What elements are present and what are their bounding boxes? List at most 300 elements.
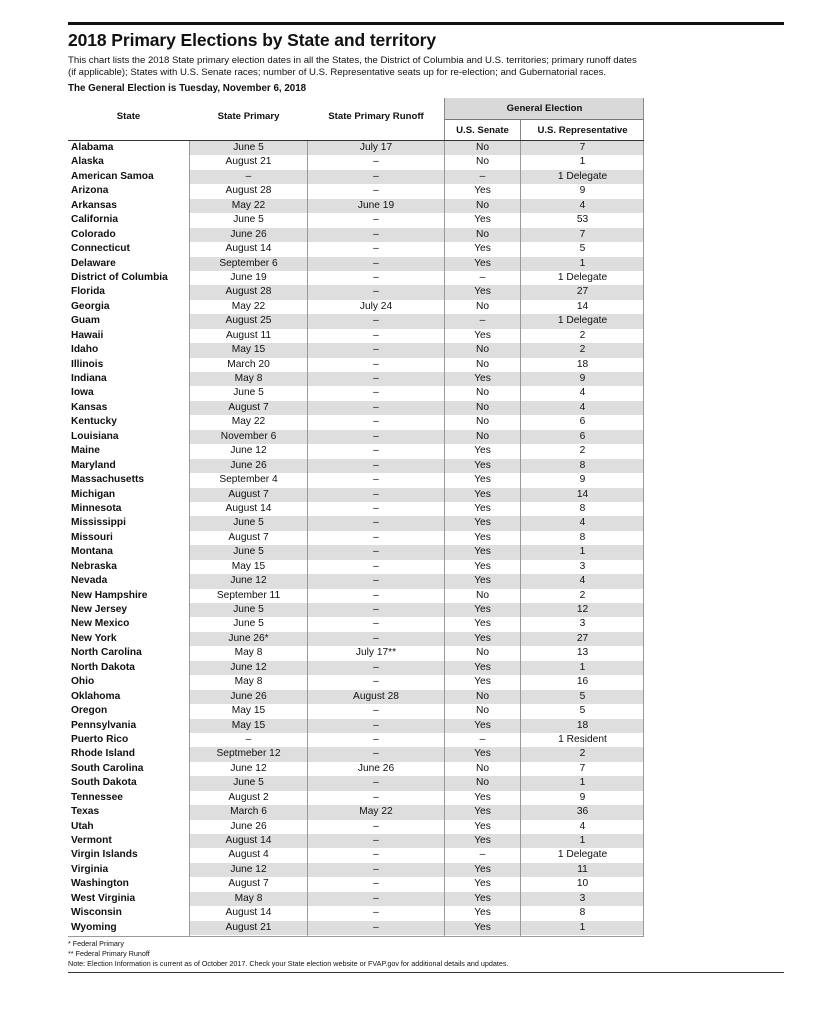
senate-cell: Yes	[445, 545, 520, 559]
table-row	[68, 516, 644, 530]
footnote: * Federal Primary	[68, 939, 124, 948]
representative-cell: 4	[579, 820, 586, 832]
table-row	[68, 386, 644, 400]
state-primary-cell: May 8	[190, 372, 307, 386]
runoff-cell: –	[373, 589, 379, 601]
representative-cell: 2	[521, 343, 644, 357]
representative-cell: 2	[521, 747, 644, 761]
representative-cell: 10	[576, 878, 589, 890]
state-cell: Wisconsin	[71, 907, 122, 919]
table-row	[68, 863, 644, 877]
table-row	[68, 271, 644, 285]
representative-cell: 1 Delegate	[557, 849, 608, 861]
state-cell: Oklahoma	[71, 690, 121, 702]
state-cell: Ohio	[71, 676, 95, 688]
state-cell: Oregon	[71, 705, 108, 717]
state-cell: Alabama	[71, 142, 114, 153]
senate-cell: No	[475, 762, 490, 774]
state-cell: Minnesota	[71, 502, 122, 514]
table-row	[68, 704, 644, 718]
senate-cell: No	[445, 430, 520, 444]
top-rule	[68, 22, 784, 25]
runoff-cell: –	[373, 849, 379, 861]
runoff-cell: –	[373, 271, 379, 283]
table-row	[68, 820, 644, 834]
state-primary-cell: June 5	[190, 516, 307, 530]
senate-cell: No	[475, 705, 490, 717]
representative-cell: 14	[521, 488, 644, 502]
senate-cell: Yes	[445, 285, 520, 299]
state-primary-cell: June 12	[230, 762, 267, 774]
table-row	[68, 170, 644, 184]
table-row	[68, 675, 644, 689]
senate-cell: Yes	[474, 445, 491, 457]
state-cell: Nevada	[71, 575, 108, 587]
state-primary-cell: May 15	[190, 343, 307, 357]
senate-cell: No	[475, 589, 490, 601]
senate-cell: No	[475, 387, 490, 399]
table-row	[68, 877, 644, 891]
senate-cell: Yes	[474, 878, 491, 890]
table-row	[68, 343, 644, 357]
runoff-cell: –	[308, 372, 444, 386]
state-primary-cell: June 26*	[190, 632, 307, 646]
representative-cell: 2	[579, 445, 586, 457]
runoff-cell: –	[373, 185, 379, 197]
state-primary-cell: November 6	[190, 430, 307, 444]
state-primary-cell: –	[190, 170, 307, 184]
table-row	[68, 314, 644, 328]
table-row	[68, 560, 644, 574]
state-cell: New Mexico	[71, 618, 130, 630]
state-primary-cell: September 11	[216, 589, 281, 601]
state-primary-cell: June 26	[190, 690, 307, 704]
senate-cell: Yes	[474, 214, 491, 226]
state-cell: Puerto Rico	[71, 733, 129, 745]
table-row	[68, 589, 644, 603]
intro-line: (if applicable); States with U.S. Senate races; number of U.S. Representative seats up for re-election; and Gubernatorial races.	[68, 67, 607, 79]
state-primary-cell: September 6	[190, 257, 307, 271]
runoff-cell: –	[308, 719, 444, 733]
table-row	[68, 733, 644, 747]
state-cell: Arizona	[71, 185, 109, 197]
state-cell: Georgia	[71, 300, 110, 312]
senate-cell: Yes	[474, 791, 491, 803]
runoff-cell: –	[373, 387, 379, 399]
header-representative: U.S. Representative	[537, 125, 628, 136]
state-primary-cell: June 5	[233, 618, 264, 630]
runoff-cell: –	[308, 545, 444, 559]
footnote: ** Federal Primary Runoff	[68, 949, 150, 958]
runoff-cell: –	[373, 560, 379, 572]
representative-cell: 3	[579, 560, 586, 572]
senate-cell: No	[445, 776, 520, 790]
table-row	[68, 603, 644, 617]
state-cell: Connecticut	[71, 243, 130, 255]
state-cell: South Dakota	[71, 777, 137, 789]
runoff-cell: June 19	[308, 199, 444, 213]
runoff-cell: May 22	[308, 805, 444, 819]
state-cell: New Hampshire	[71, 589, 148, 601]
table-row	[68, 415, 644, 429]
table-row	[68, 617, 644, 631]
state-cell: California	[71, 214, 118, 226]
state-cell: Maryland	[71, 459, 116, 471]
footnote-note: Note: Election Information is current as of October 2017. Check your State election website or FVAP.gov for additional details and updates.	[68, 959, 509, 968]
runoff-cell: –	[308, 603, 444, 617]
header-separator	[643, 98, 644, 141]
table-row	[68, 632, 644, 646]
representative-cell: 7	[521, 228, 644, 242]
state-cell: Guam	[71, 315, 100, 327]
table-row	[68, 242, 644, 256]
table-row	[68, 372, 644, 386]
table-body	[68, 141, 644, 935]
runoff-cell: –	[308, 516, 444, 530]
table-row	[68, 358, 644, 372]
table-row	[68, 329, 644, 343]
state-primary-cell: May 8	[234, 647, 263, 659]
senate-cell: –	[479, 849, 486, 861]
state-cell: New York	[71, 632, 117, 644]
runoff-cell: –	[373, 676, 379, 688]
senate-cell: No	[445, 228, 520, 242]
runoff-cell: –	[308, 488, 444, 502]
representative-cell: 4	[521, 199, 644, 213]
representative-cell: 4	[579, 387, 586, 399]
representative-cell: 6	[579, 416, 586, 428]
representative-cell: 1	[521, 921, 644, 935]
state-cell: Florida	[71, 286, 105, 298]
state-cell: Nebraska	[71, 560, 117, 572]
state-primary-cell: August 14	[225, 243, 272, 255]
state-primary-cell: August 11	[225, 329, 272, 341]
state-primary-cell: June 26	[190, 459, 307, 473]
state-cell: Kansas	[71, 401, 108, 413]
table-row	[68, 791, 644, 805]
senate-cell: Yes	[445, 459, 520, 473]
state-primary-cell: May 15	[190, 719, 307, 733]
table-row	[68, 574, 644, 588]
state-cell: Montana	[71, 546, 113, 558]
senate-cell: No	[475, 647, 490, 659]
state-primary-cell: August 14	[225, 907, 272, 919]
representative-cell: 9	[579, 185, 586, 197]
state-cell: Louisiana	[71, 430, 119, 442]
senate-cell: No	[445, 690, 520, 704]
column-divider	[444, 141, 445, 936]
representative-cell: 11	[521, 863, 644, 877]
runoff-cell: –	[373, 329, 379, 341]
table-row	[68, 141, 644, 155]
state-primary-cell: August 21	[225, 156, 272, 168]
state-cell: Arkansas	[71, 199, 117, 211]
senate-cell: Yes	[474, 618, 491, 630]
runoff-cell: –	[308, 632, 444, 646]
state-primary-cell: May 22	[190, 199, 307, 213]
table-row	[68, 719, 644, 733]
runoff-cell: –	[373, 878, 379, 890]
representative-cell: 9	[579, 474, 586, 486]
state-cell: Kentucky	[71, 416, 117, 428]
representative-cell: 5	[521, 690, 644, 704]
state-primary-cell: June 12	[190, 863, 307, 877]
representative-cell: 5	[579, 243, 586, 255]
representative-cell: 8	[521, 459, 644, 473]
senate-cell: Yes	[445, 719, 520, 733]
senate-cell: Yes	[445, 516, 520, 530]
table-row	[68, 848, 644, 862]
runoff-cell: –	[308, 892, 444, 906]
state-primary-cell: May 8	[234, 676, 263, 688]
document-title: 2018 Primary Elections by State and territory	[68, 30, 437, 50]
runoff-cell: –	[308, 921, 444, 935]
representative-cell: 4	[521, 516, 644, 530]
runoff-cell: –	[308, 257, 444, 271]
state-primary-cell: September 4	[219, 474, 278, 486]
senate-cell: Yes	[474, 676, 491, 688]
state-cell: Massachusetts	[71, 474, 145, 486]
table-bottom-rule	[68, 936, 644, 937]
table-row	[68, 545, 644, 559]
runoff-cell: –	[308, 285, 444, 299]
state-primary-cell: August 28	[225, 185, 272, 197]
state-primary-cell: May 22	[231, 416, 266, 428]
header-separator	[444, 98, 445, 141]
senate-cell: Yes	[445, 488, 520, 502]
runoff-cell: –	[373, 618, 379, 630]
state-primary-cell: May 8	[190, 892, 307, 906]
state-primary-cell: June 26	[190, 228, 307, 242]
senate-cell: No	[445, 141, 520, 155]
state-cell: Utah	[71, 820, 94, 832]
table-row	[68, 646, 644, 660]
table-row	[68, 906, 644, 920]
state-primary-cell: June 12	[190, 574, 307, 588]
state-cell: District of Columbia	[71, 271, 168, 283]
runoff-cell: –	[308, 343, 444, 357]
representative-cell: 1	[521, 257, 644, 271]
state-cell: Colorado	[71, 228, 116, 240]
runoff-cell: –	[373, 416, 379, 428]
state-primary-cell: June 12	[190, 661, 307, 675]
senate-cell: –	[479, 271, 486, 283]
runoff-cell: –	[373, 705, 379, 717]
state-primary-cell: Septmeber 12	[190, 747, 307, 761]
representative-cell: 6	[521, 430, 644, 444]
runoff-cell: –	[373, 243, 379, 255]
senate-cell: –	[445, 170, 520, 184]
state-primary-cell: June 5	[190, 776, 307, 790]
representative-cell: 1 Resident	[558, 733, 607, 745]
table-row	[68, 531, 644, 545]
runoff-cell: –	[308, 314, 444, 328]
header-senate: U.S. Senate	[456, 125, 509, 136]
state-cell: Indiana	[71, 373, 107, 384]
table-row	[68, 228, 644, 242]
senate-cell: Yes	[474, 820, 491, 832]
state-primary-cell: June 26	[230, 820, 267, 832]
state-primary-cell: May 15	[231, 705, 266, 717]
state-cell: Wyoming	[71, 921, 117, 933]
state-cell: Rhode Island	[71, 748, 135, 760]
runoff-cell: –	[308, 430, 444, 444]
representative-cell: 1 Delegate	[521, 314, 644, 328]
state-cell: Pennsylvania	[71, 719, 137, 731]
table-row	[68, 199, 644, 213]
senate-cell: No	[475, 416, 490, 428]
runoff-cell: –	[308, 574, 444, 588]
footer-rule	[68, 972, 784, 973]
representative-cell: 18	[576, 358, 589, 370]
representative-cell: 27	[521, 285, 644, 299]
table-row	[68, 762, 644, 776]
state-primary-cell: August 21	[190, 921, 307, 935]
state-primary-cell: March 6	[190, 805, 307, 819]
state-primary-cell: August 14	[190, 834, 307, 848]
state-cell: Iowa	[71, 387, 94, 399]
header-runoff: State Primary Runoff	[328, 111, 424, 122]
senate-cell: Yes	[474, 907, 491, 919]
state-cell: Vermont	[71, 835, 112, 846]
senate-cell: –	[445, 314, 520, 328]
state-cell: Missouri	[71, 531, 113, 543]
senate-cell: No	[445, 199, 520, 213]
runoff-cell: –	[308, 459, 444, 473]
elections-table	[68, 98, 644, 934]
senate-cell: –	[479, 733, 486, 745]
state-primary-cell: June 5	[233, 214, 264, 226]
state-cell: Washington	[71, 878, 129, 890]
representative-cell: 3	[521, 892, 644, 906]
state-cell: Virgin Islands	[71, 849, 138, 861]
table-row	[68, 401, 644, 415]
representative-cell: 7	[521, 141, 644, 155]
table-row	[68, 155, 644, 169]
representative-cell: 3	[579, 618, 586, 630]
header-separator	[520, 120, 521, 141]
table-row	[68, 502, 644, 516]
representative-cell: 8	[579, 907, 586, 919]
senate-cell: Yes	[445, 921, 520, 935]
column-divider	[520, 141, 521, 936]
runoff-cell: –	[308, 401, 444, 415]
column-divider	[643, 141, 644, 936]
representative-cell: 1	[579, 156, 586, 168]
state-primary-cell: –	[245, 733, 252, 745]
senate-cell: Yes	[474, 474, 491, 486]
runoff-cell: –	[308, 863, 444, 877]
state-cell: Virginia	[71, 863, 109, 875]
senate-cell: Yes	[445, 805, 520, 819]
table-row	[68, 921, 644, 935]
representative-cell: 2	[579, 589, 586, 601]
state-primary-cell: June 5	[233, 387, 264, 399]
representative-cell: 4	[521, 574, 644, 588]
state-cell: Hawaii	[71, 329, 104, 341]
table-row	[68, 805, 644, 819]
runoff-cell: July 24	[359, 300, 393, 312]
state-primary-cell: June 5	[190, 545, 307, 559]
representative-cell: 8	[579, 502, 586, 514]
intro-line: This chart lists the 2018 State primary election dates in all the States, the District of Columbia and U.S. territories; primary runoff dates	[68, 55, 637, 66]
representative-cell: 5	[579, 705, 586, 717]
representative-cell: 13	[576, 647, 589, 659]
representative-cell: 36	[521, 805, 644, 819]
senate-cell: Yes	[474, 560, 491, 572]
representative-cell: 4	[521, 401, 644, 415]
runoff-cell: –	[308, 776, 444, 790]
state-primary-cell: August 28	[190, 285, 307, 299]
state-primary-cell: June 19	[230, 271, 267, 283]
state-primary-cell: August 7	[228, 878, 269, 890]
table-row	[68, 459, 644, 473]
senate-cell: Yes	[474, 185, 491, 197]
table-row	[68, 285, 644, 299]
senate-cell: Yes	[445, 834, 520, 848]
senate-cell: Yes	[445, 863, 520, 877]
table-row	[68, 747, 644, 761]
senate-cell: No	[475, 156, 490, 168]
representative-cell: 1	[521, 776, 644, 790]
runoff-cell: –	[308, 170, 444, 184]
state-cell: West Virginia	[71, 892, 136, 904]
senate-cell: Yes	[445, 747, 520, 761]
table-row	[68, 430, 644, 444]
representative-cell: 8	[579, 531, 586, 543]
state-primary-cell: August 4	[228, 849, 269, 861]
runoff-cell: –	[373, 820, 379, 832]
senate-cell: No	[445, 343, 520, 357]
state-cell: Delaware	[71, 257, 116, 269]
state-cell: Maine	[71, 445, 100, 457]
senate-cell: Yes	[474, 329, 491, 341]
runoff-cell: July 17**	[355, 647, 397, 659]
senate-cell: Yes	[445, 661, 520, 675]
state-primary-cell: August 7	[228, 531, 269, 543]
state-cell: Alaska	[71, 156, 104, 168]
representative-cell: 12	[521, 603, 644, 617]
state-cell: New Jersey	[71, 604, 128, 615]
senate-cell: Yes	[445, 372, 520, 386]
general-election-note: The General Election is Tuesday, November 6, 2018	[68, 83, 307, 94]
senate-cell: Yes	[445, 257, 520, 271]
runoff-cell: –	[308, 834, 444, 848]
table-row	[68, 488, 644, 502]
footnotes	[68, 939, 508, 969]
state-primary-cell: June 5	[190, 603, 307, 617]
table-row	[68, 892, 644, 906]
runoff-cell: –	[308, 661, 444, 675]
state-cell: Texas	[71, 806, 100, 818]
representative-cell: 2	[579, 329, 586, 341]
senate-cell: No	[475, 300, 490, 312]
runoff-cell: –	[373, 214, 379, 226]
senate-cell: No	[445, 401, 520, 415]
runoff-cell: –	[373, 156, 379, 168]
state-primary-cell: August 7	[190, 401, 307, 415]
runoff-cell: –	[373, 791, 379, 803]
runoff-cell: –	[308, 228, 444, 242]
runoff-cell: –	[373, 531, 379, 543]
senate-cell: No	[475, 358, 490, 370]
state-primary-cell: August 14	[225, 502, 272, 514]
senate-cell: Yes	[474, 531, 491, 543]
representative-cell: 1	[521, 661, 644, 675]
representative-cell: 1	[521, 834, 644, 848]
runoff-cell: –	[373, 358, 379, 370]
state-primary-cell: May 22	[231, 300, 266, 312]
